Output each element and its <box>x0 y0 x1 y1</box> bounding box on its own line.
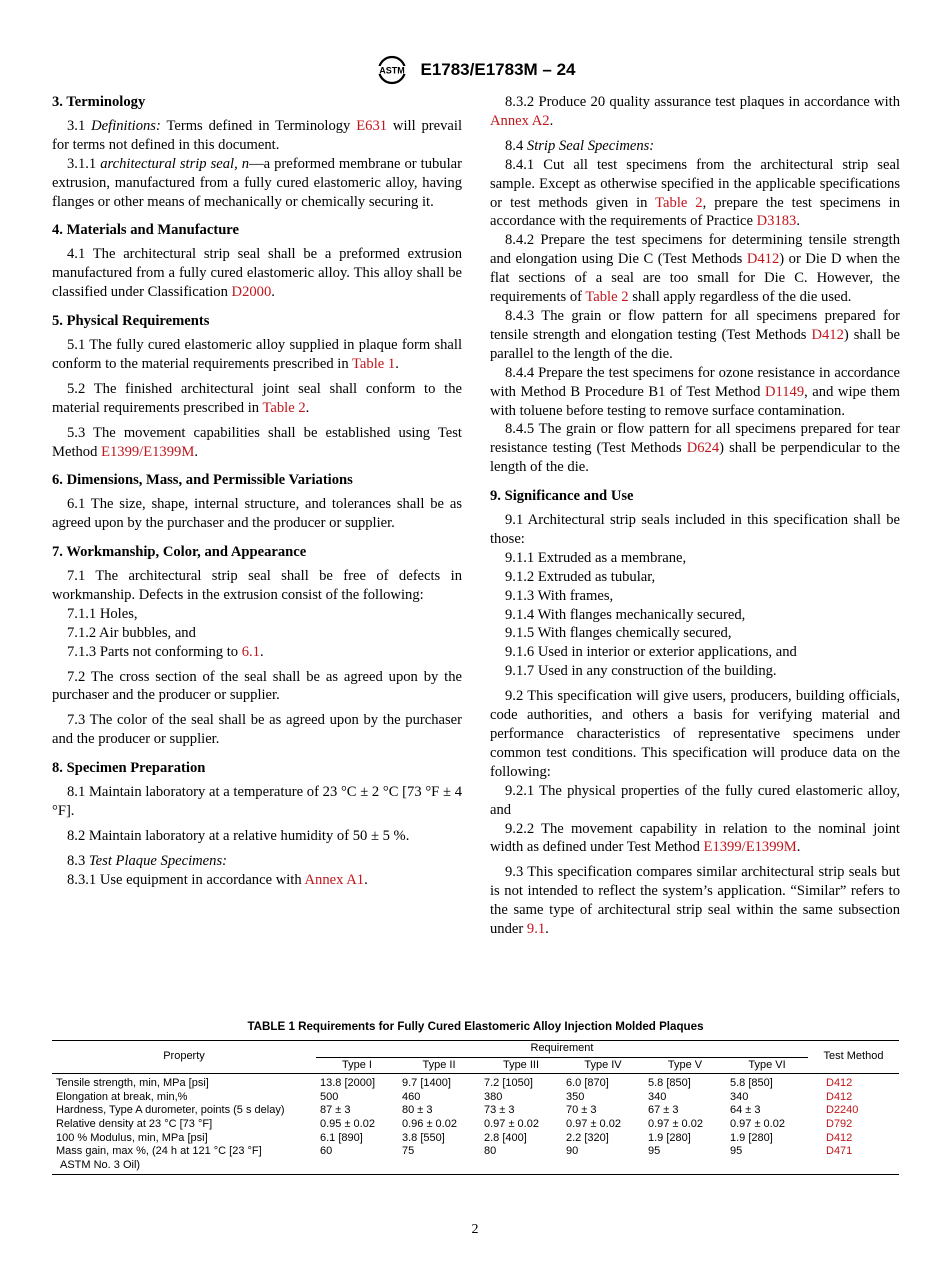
para-9-2-2: 9.2.2 The movement capability in relation to the nominal joint width as defined under Test Method E1399/E1399M. <box>490 820 900 856</box>
cell-value: 340 <box>730 1090 749 1103</box>
para-8-4-2: 8.4.2 Prepare the test specimens for determining tensile strength and elongation using Die C (Test Methods D412) or Die D when the flat sections of a seal are too small for Die C. However, the requirements of Table 2 shall apply regardless of the die used. <box>490 232 900 306</box>
table-row <box>52 1091 899 1105</box>
cell-value: 67 ± 3 <box>648 1104 679 1117</box>
link-9-1[interactable]: 9.1 <box>526 921 546 938</box>
link-test-method[interactable]: D412 <box>826 1090 853 1103</box>
col-header-type: Type I <box>316 1057 398 1074</box>
table-row <box>52 1118 899 1132</box>
cell-value: 6.0 [870] <box>566 1077 609 1090</box>
cell-value: 87 ± 3 <box>320 1104 351 1117</box>
item-7-1-1: 7.1.1 Holes, <box>67 605 138 622</box>
cell-value: 1.9 [280] <box>648 1131 691 1144</box>
para-8-4: 8.4 Strip Seal Specimens: <box>505 137 655 154</box>
page-number: 2 <box>471 1222 479 1237</box>
cell-value: 380 <box>484 1090 503 1103</box>
link-test-method[interactable]: D412 <box>826 1077 853 1090</box>
section-6-heading: 6. Dimensions, Mass, and Permissible Variations <box>52 472 353 489</box>
cell-value: 9.7 [1400] <box>402 1077 451 1090</box>
para-8-2: 8.2 Maintain laboratory at a relative humidity of 50 ± 5 %. <box>67 827 410 844</box>
para-8-3-1: 8.3.1 Use equipment in accordance with Annex A1. <box>67 871 368 888</box>
link-test-method[interactable]: D792 <box>826 1117 853 1130</box>
link-6-1[interactable]: 6.1 <box>241 643 260 660</box>
link-test-method[interactable]: D2240 <box>826 1104 859 1117</box>
cell-value: 1.9 [280] <box>730 1131 773 1144</box>
cell-value: 0.97 ± 0.02 <box>730 1117 785 1130</box>
cell-property: Tensile strength, min, MPa [psi] <box>56 1077 209 1090</box>
link-d624[interactable]: D624 <box>686 440 720 457</box>
cell-value: 70 ± 3 <box>566 1104 597 1117</box>
table-row <box>52 1104 899 1118</box>
link-test-method[interactable]: D412 <box>826 1131 853 1144</box>
astm-logo <box>374 55 410 85</box>
para-7-3: 7.3 The color of the seal shall be as agreed upon by the purchaser and the producer or supplier. <box>52 712 462 748</box>
link-test-method[interactable]: D471 <box>826 1145 853 1158</box>
para-5-2: 5.2 The finished architectural joint seal shall conform to the material requirements prescribed in Table 2. <box>52 380 462 416</box>
astm-logo-text: ASTM <box>379 65 406 76</box>
table-row <box>52 1074 899 1091</box>
para-9-3: 9.3 This specification compares similar architectural strip seals but is not intended to reflect the system’s application. “Similar” refers to the same type of architectural strip seal within the same subsection under 9.1. <box>490 864 900 938</box>
section-9-heading: 9. Significance and Use <box>490 488 634 505</box>
section-3-heading: 3. Terminology <box>52 94 146 110</box>
para-4-1: 4.1 The architectural strip seal shall be a preformed extrusion manufactured from a fully cured elastomeric alloy. This alloy shall be classified under Classification D2000. <box>52 246 462 301</box>
cell-value: 75 <box>398 1145 480 1175</box>
table-row <box>52 1145 899 1175</box>
cell-value: 6.1 [890] <box>320 1131 363 1144</box>
col-header-type: Type II <box>398 1057 480 1074</box>
cell-value: 0.97 ± 0.02 <box>484 1117 539 1130</box>
section-4-heading: 4. Materials and Manufacture <box>52 222 239 239</box>
cell-value: 340 <box>648 1090 667 1103</box>
col-header-test-method: Test Method <box>808 1041 899 1074</box>
cell-value: 60 <box>316 1145 398 1175</box>
item-9-1-3: 9.1.3 With frames, <box>505 587 614 604</box>
cell-value: 0.96 ± 0.02 <box>402 1117 457 1130</box>
para-3-1-1: 3.1.1 architectural strip seal, n—a preformed membrane or tubular extrusion, manufactured from a fully cured elastomeric alloy, having flanges or other means of mechanically or chemically securing it. <box>52 155 462 210</box>
table-1 <box>52 1040 899 1175</box>
cell-value: 0.97 ± 0.02 <box>648 1117 703 1130</box>
para-7-1: 7.1 The architectural strip seal shall be free of defects in workmanship. Defects in the extrusion consist of the following: <box>52 568 462 603</box>
para-8-4-1: 8.4.1 Cut all test specimens from the architectural strip seal sample. Except as otherwise specified in the applicable specifications or test methods given in Table 2, prepare the test specimens in accordance with the requirements of Practice D3183. <box>490 156 900 230</box>
para-3-1: 3.1 Definitions: Terms defined in Terminology E631 will prevail for terms not defined in this document. <box>52 117 463 153</box>
item-9-1-7: 9.1.7 Used in any construction of the building. <box>505 663 777 680</box>
col-header-type: Type III <box>480 1057 562 1074</box>
link-table-1[interactable]: Table 1 <box>352 355 396 372</box>
cell-value: 73 ± 3 <box>484 1104 515 1117</box>
item-7-1-2: 7.1.2 Air bubbles, and <box>67 624 196 641</box>
col-header-property: Property <box>52 1041 316 1074</box>
cell-value: 500 <box>320 1090 339 1103</box>
link-d3183[interactable]: D3183 <box>756 213 797 230</box>
para-9-2: 9.2 This specification will give users, producers, building officials, code authorities, and others a basis for verifying material and performance characteristics of representative specimens under common test conditions. This specification will produce data on the following: <box>490 688 900 780</box>
para-8-4-5: 8.4.5 The grain or flow pattern for all specimens prepared for tear resistance testing (Test Methods D624) shall be perpendicular to the length of the die. <box>490 421 901 476</box>
link-table-2[interactable]: Table 2 <box>262 399 306 416</box>
cell-property: Relative density at 23 °C [73 °F] <box>56 1117 213 1130</box>
cell-value: 2.8 [400] <box>484 1131 527 1144</box>
col-header-type: Type IV <box>562 1057 644 1074</box>
para-6-1: 6.1 The size, shape, internal structure, and tolerances shall be as agreed upon by the purchaser and the producer or supplier. <box>52 496 462 532</box>
cell-value: 95 <box>644 1145 726 1175</box>
cell-value: 7.2 [1050] <box>484 1077 533 1090</box>
cell-value: 5.8 [850] <box>648 1077 691 1090</box>
cell-property: Elongation at break, min,% <box>56 1090 188 1103</box>
cell-value: 350 <box>566 1090 585 1103</box>
link-e631[interactable]: E631 <box>356 117 388 134</box>
table-row <box>52 1132 899 1146</box>
table-1-title: TABLE 1 Requirements for Fully Cured Elastomeric Alloy Injection Molded Plaques <box>247 1020 704 1033</box>
cell-value: 460 <box>402 1090 421 1103</box>
link-annex-a1[interactable]: Annex A1 <box>304 871 365 888</box>
item-9-1-4: 9.1.4 With flanges mechanically secured, <box>505 606 746 623</box>
para-8-3: 8.3 Test Plaque Specimens: <box>67 852 227 869</box>
para-8-1: 8.1 Maintain laboratory at a temperature of 23 °C ± 2 °C [73 °F ± 4 °F]. <box>52 784 462 819</box>
col-header-type: Type VI <box>726 1057 808 1074</box>
link-d412[interactable]: D412 <box>746 251 780 268</box>
link-table-2[interactable]: Table 2 <box>585 289 629 306</box>
cell-property: 100 % Modulus, min, MPa [psi] <box>56 1131 208 1144</box>
para-5-1: 5.1 The fully cured elastomeric alloy supplied in plaque form shall conform to the material requirements prescribed in Table 1. <box>52 336 462 372</box>
item-9-1-6: 9.1.6 Used in interior or exterior applications, and <box>505 644 797 661</box>
item-9-1-5: 9.1.5 With flanges chemically secured, <box>505 625 732 642</box>
link-table-2[interactable]: Table 2 <box>655 194 703 211</box>
para-9-2-1: 9.2.1 The physical properties of the fully cured elastomeric alloy, and <box>490 782 900 818</box>
para-8-3-2: 8.3.2 Produce 20 quality assurance test plaques in accordance with Annex A2. <box>490 94 900 129</box>
cell-value: 5.8 [850] <box>730 1077 773 1090</box>
cell-value: 80 ± 3 <box>402 1104 433 1117</box>
page-header <box>0 55 950 85</box>
link-d1149[interactable]: D1149 <box>764 383 805 400</box>
cell-value: 2.2 [320] <box>566 1131 609 1144</box>
section-8-heading: 8. Specimen Preparation <box>52 760 206 777</box>
cell-value: 0.95 ± 0.02 <box>320 1117 375 1130</box>
para-5-3: 5.3 The movement capabilities shall be established using Test Method E1399/E1399M. <box>52 424 462 460</box>
para-9-1: 9.1 Architectural strip seals included in this specification shall be those: <box>490 512 900 547</box>
left-column <box>52 93 462 890</box>
cell-property: Hardness, Type A durometer, points (5 s delay) <box>56 1104 285 1117</box>
para-7-2: 7.2 The cross section of the seal shall be as agreed upon by the purchaser and the producer or supplier. <box>52 668 462 704</box>
cell-value: 3.8 [550] <box>402 1131 445 1144</box>
item-9-1-1: 9.1.1 Extruded as a membrane, <box>505 549 687 566</box>
para-8-4-3: 8.4.3 The grain or flow pattern for all specimens prepared for tensile strength and elongation testing (Test Methods D412) shall be parallel to the length of the die. <box>490 307 900 362</box>
right-column <box>490 93 900 939</box>
section-7-heading: 7. Workmanship, Color, and Appearance <box>52 544 307 561</box>
cell-value: 95 <box>726 1145 808 1175</box>
link-e1399[interactable]: E1399/E1399M <box>703 839 797 856</box>
col-header-type: Type V <box>644 1057 726 1074</box>
item-7-1-3: 7.1.3 Parts not conforming to 6.1. <box>67 643 264 660</box>
col-header-requirement: Requirement <box>316 1041 808 1058</box>
link-e1399[interactable]: E1399/E1399M <box>101 443 195 460</box>
link-annex-a2[interactable]: Annex A2 <box>490 112 550 129</box>
cell-property: Mass gain, max %, (24 h at 121 °C [23 °F] ASTM No. 3 Oil) <box>52 1145 316 1175</box>
cell-value: 80 <box>480 1145 562 1175</box>
para-8-4-4: 8.4.4 Prepare the test specimens for ozone resistance in accordance with Method B Procedure B1 of Test Method D1149, and wipe them with toluene before testing to remove surface contamination. <box>490 364 900 419</box>
link-d2000[interactable]: D2000 <box>231 284 272 301</box>
cell-value: 0.97 ± 0.02 <box>566 1117 621 1130</box>
link-d412[interactable]: D412 <box>811 326 844 343</box>
cell-value: 64 ± 3 <box>730 1104 761 1117</box>
cell-value: 90 <box>562 1145 644 1175</box>
document-designation: E1783/E1783M – 24 <box>420 60 576 79</box>
item-9-1-2: 9.1.2 Extruded as tubular, <box>505 568 656 585</box>
cell-value: 13.8 [2000] <box>320 1077 376 1090</box>
section-5-heading: 5. Physical Requirements <box>52 313 210 330</box>
